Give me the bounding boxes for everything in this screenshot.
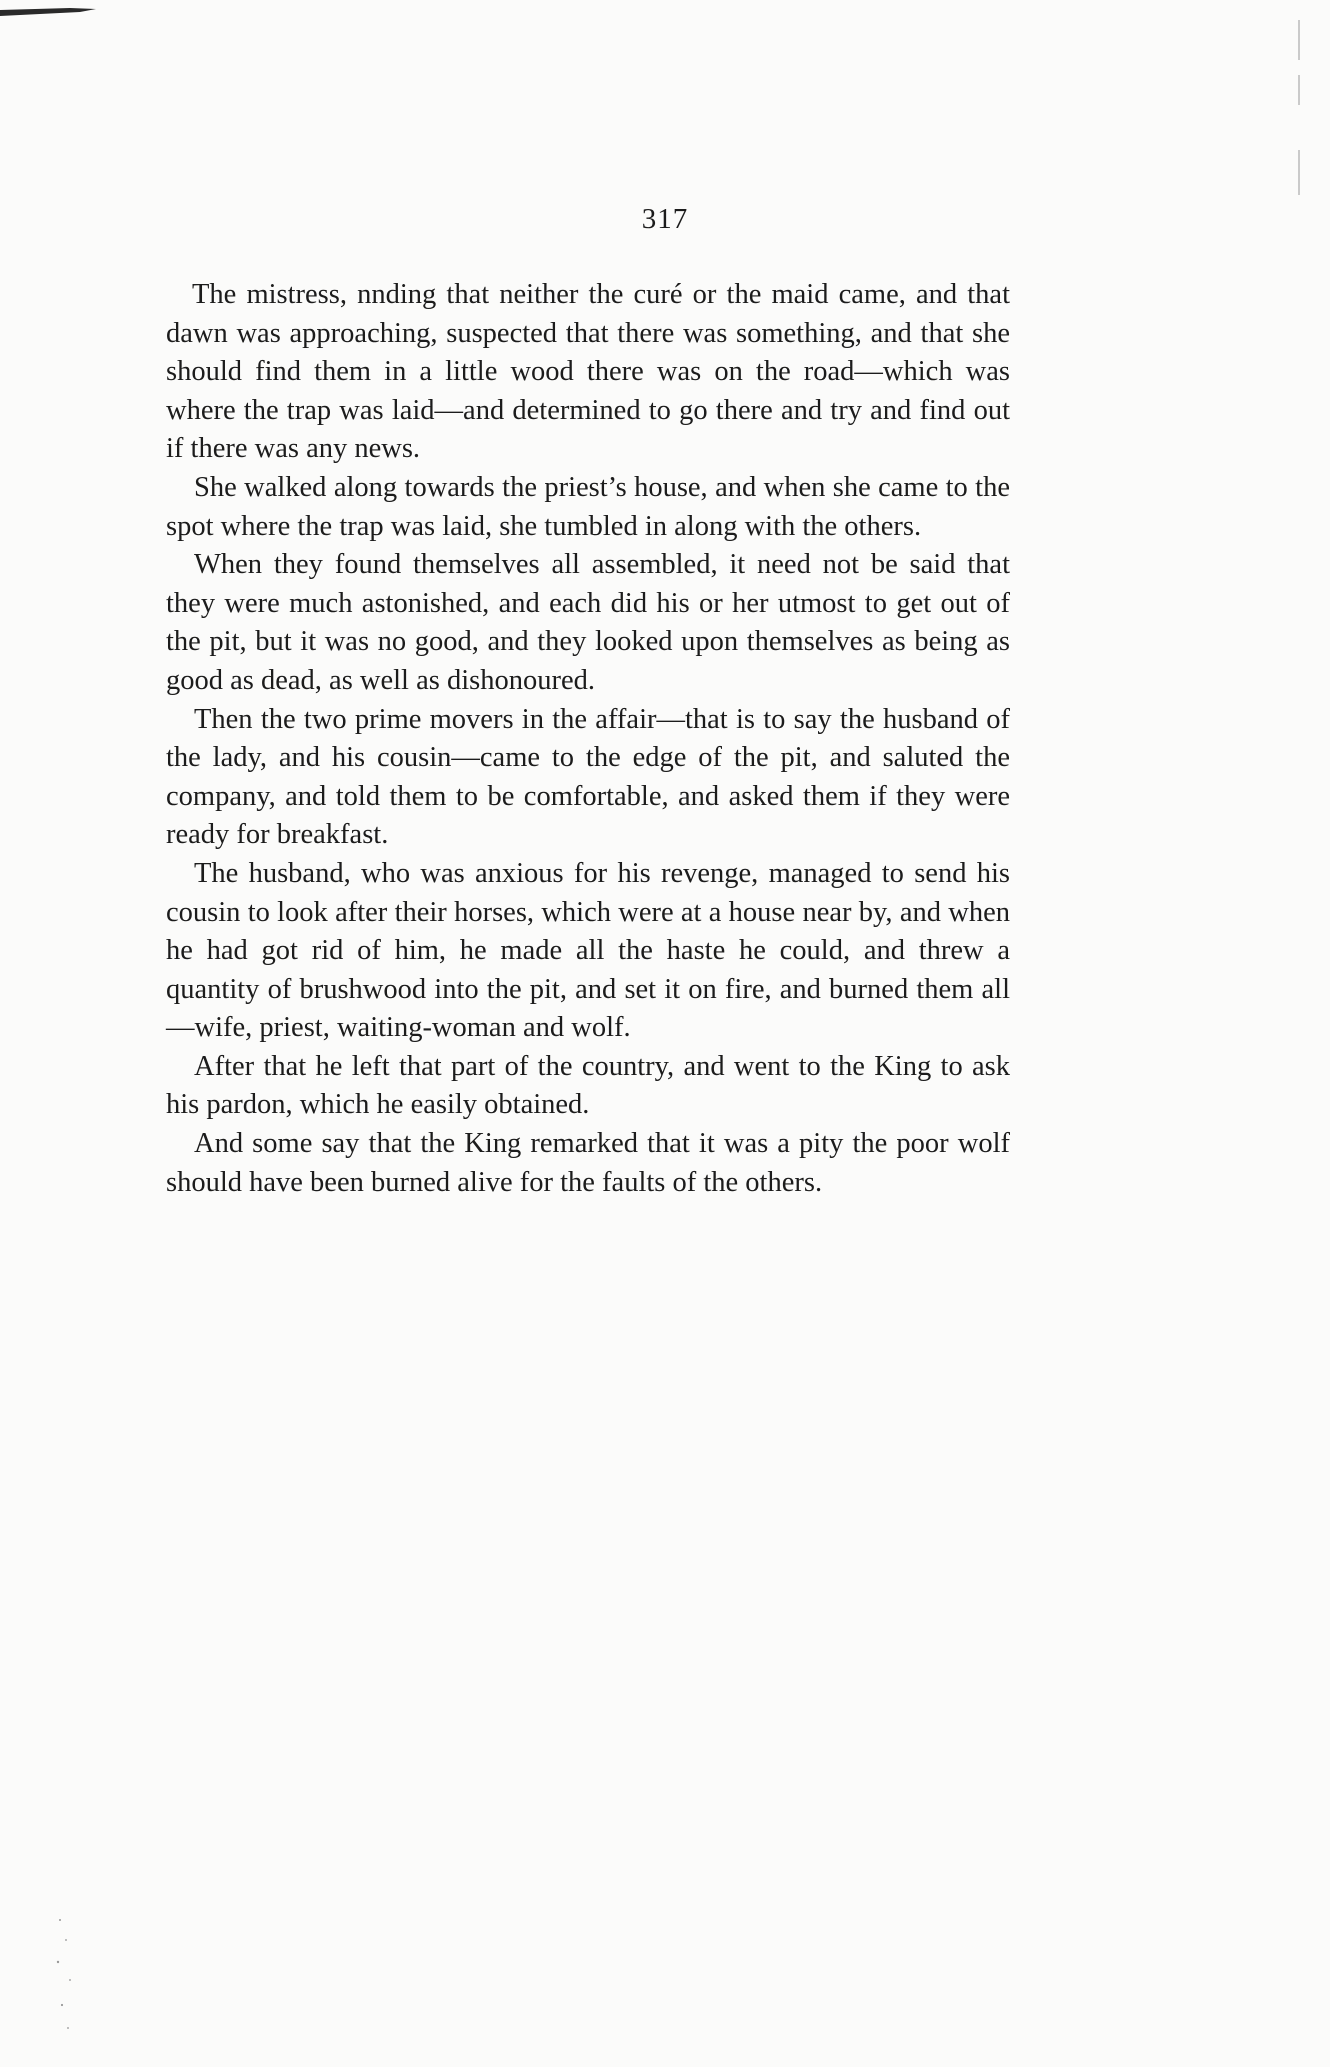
scan-specks [40, 1910, 100, 2040]
page-number: 317 [641, 203, 689, 235]
paragraph: She walked along towards the priest’s house, and when she came to the spot where the trap was laid, she tumbled in along with the others. [166, 471, 1010, 542]
paragraph: When they found themselves all assembled, it need not be said that they were much astonished, and each did his or her utmost to get out of the pit, but it was no good, and they looked upon themselves as being as good as dead, as well as dishonoured. [166, 549, 1010, 696]
paragraph: After that he left that part of the country, and went to the King to ask his pardon, which he easily obtained. [166, 1050, 1010, 1121]
scan-edge-line [1298, 20, 1300, 60]
scan-artifact-mark [0, 8, 96, 20]
paragraph: The husband, who was anxious for his revenge, managed to send his cousin to look after their horses, which were at a house near by, and when he had got rid of him, he made all the haste he could, and threw a quantity of brushwood into the pit, and set it on fire, and burned them all—wife, priest, waiting-woman and wolf. [166, 857, 1010, 1044]
scan-edge-line [1298, 75, 1300, 105]
paragraph: Then the two prime movers in the affair—that is to say the husband of the lady, and his cousin—came to the edge of the pit, and saluted the company, and told them to be comfortable, and asked them if they were ready for breakfast. [166, 703, 1010, 851]
scan-edge-line [1298, 150, 1300, 195]
body-text [166, 276, 1010, 1202]
paragraph: And some say that the King remarked that it was a pity the poor wolf should have been burned alive for the faults of the others. [166, 1128, 1010, 1198]
paragraph: The mistress, nnding that neither the curé or the maid came, and that dawn was approaching, suspected that there was something, and that she should find them in a little wood there was on the road—which was where the trap was laid—and determined to go there and try and find out if there was any news. [166, 279, 1010, 465]
